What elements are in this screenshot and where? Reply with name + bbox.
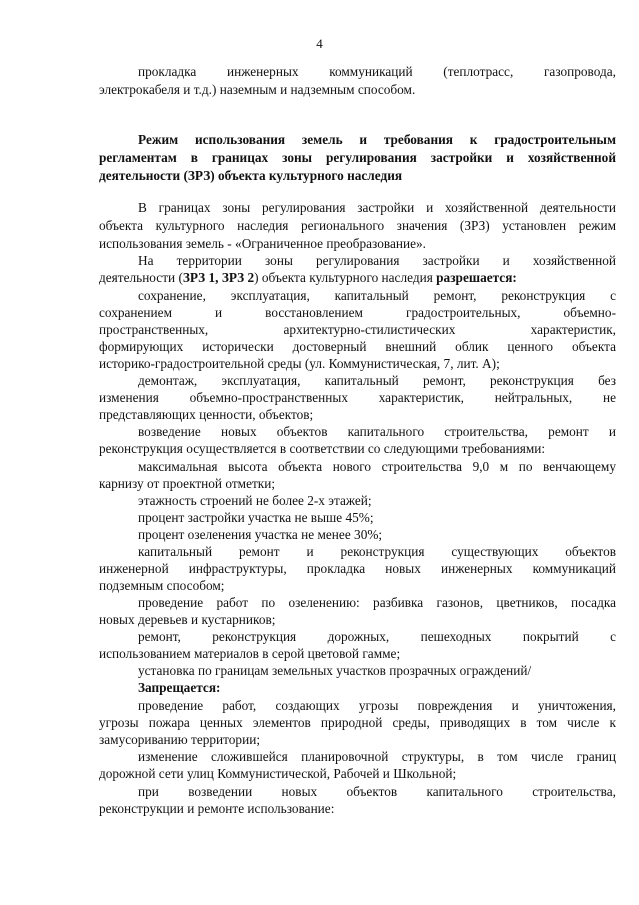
text-line: капитальный ремонт и реконструкция существующих объектов bbox=[138, 544, 616, 559]
text-line: прокладка инженерных коммуникаций (теплотрасс, газопровода, bbox=[138, 64, 616, 79]
text-line: этажность строений не более 2-х этажей; bbox=[138, 493, 372, 508]
text-line: историко-градостроительной среды (ул. Коммунистическая, 7, лит. А); bbox=[99, 356, 500, 371]
text-line: дорожной сети улиц Коммунистической, Рабочей и Школьной; bbox=[99, 766, 457, 781]
text-line: замусориванию территории; bbox=[99, 732, 261, 747]
text-line: возведение новых объектов капитального строительства, ремонт и bbox=[138, 424, 616, 439]
text-line: подземным способом; bbox=[99, 578, 225, 593]
text-line: регламентам в границах зоны регулирования застройки и хозяйственной bbox=[99, 150, 616, 165]
text-line: формирующих исторически достоверный внешний облик ценного объекта bbox=[99, 339, 616, 354]
text-line: инженерной инфраструктуры, прокладка новых инженерных коммуникаций bbox=[99, 561, 616, 576]
text-line: угрозы пожара ценных элементов природной среды, приводящих в том числе к bbox=[99, 715, 616, 730]
text-line: пространственных, архитектурно-стилистических характеристик, bbox=[99, 322, 616, 337]
text-line: установка по границам земельных участков прозрачных ограждений/ bbox=[138, 663, 532, 678]
text-line: реконструкция осуществляется в соответствии со следующими требованиями: bbox=[99, 441, 546, 456]
text-line: изменения объемно-пространственных характеристик, нейтральных, не bbox=[99, 390, 616, 405]
text-line: изменение сложившейся планировочной структуры, в том числе границ bbox=[138, 749, 616, 764]
text-line: демонтаж, эксплуатация, капитальный ремонт, реконструкция без bbox=[138, 373, 616, 388]
text-line: новых деревьев и кустарников; bbox=[99, 612, 276, 627]
text-line: карнизу от проектной отметки; bbox=[99, 476, 276, 491]
text-line: проведение работ, создающих угрозы повреждения и уничтожения, bbox=[138, 698, 616, 713]
text-line: На территории зоны регулирования застройки и хозяйственной bbox=[138, 253, 616, 268]
page-number: 4 bbox=[316, 36, 323, 51]
text-line: реконструкции и ремонте использование: bbox=[99, 801, 335, 816]
text-line: процент застройки участка не выше 45%; bbox=[138, 510, 374, 525]
text-line: В границах зоны регулирования застройки и хозяйственной деятельности bbox=[138, 200, 616, 215]
text-line: при возведении новых объектов капитального строительства, bbox=[138, 784, 616, 799]
text-line: процент озеленения участка не менее 30%; bbox=[138, 527, 383, 542]
text-line: сохранение, эксплуатация, капитальный ремонт, реконструкция с bbox=[138, 288, 616, 303]
text-line: проведение работ по озеленению: разбивка газонов, цветников, посадка bbox=[138, 595, 616, 610]
text-line: ремонт, реконструкция дорожных, пешеходных покрытий с bbox=[138, 629, 616, 644]
text-line: объекта культурного наследия регионального значения (ЗРЗ) установлен режим bbox=[99, 218, 616, 233]
text-line: представляющих ценности, объектов; bbox=[99, 407, 314, 422]
text-line: деятельности (ЗРЗ) объекта культурного наследия bbox=[99, 168, 403, 183]
text-line: максимальная высота объекта нового строительства 9,0 м по венчающему bbox=[138, 459, 616, 474]
text-line: сохранением и восстановлением градостроительных, объемно- bbox=[99, 305, 616, 320]
text-line: электрокабеля и т.д.) наземным и надземным способом. bbox=[99, 82, 416, 97]
text-line: деятельности (ЗРЗ 1, ЗРЗ 2) объекта культурного наследия разрешается: bbox=[99, 270, 517, 285]
text-line: использования земель - «Ограниченное преобразование». bbox=[99, 236, 426, 251]
text-line: Режим использования земель и требования к градостроительным bbox=[138, 132, 616, 147]
text-line: использованием материалов в серой цветовой гамме; bbox=[99, 646, 401, 661]
text-line: Запрещается: bbox=[138, 680, 221, 695]
